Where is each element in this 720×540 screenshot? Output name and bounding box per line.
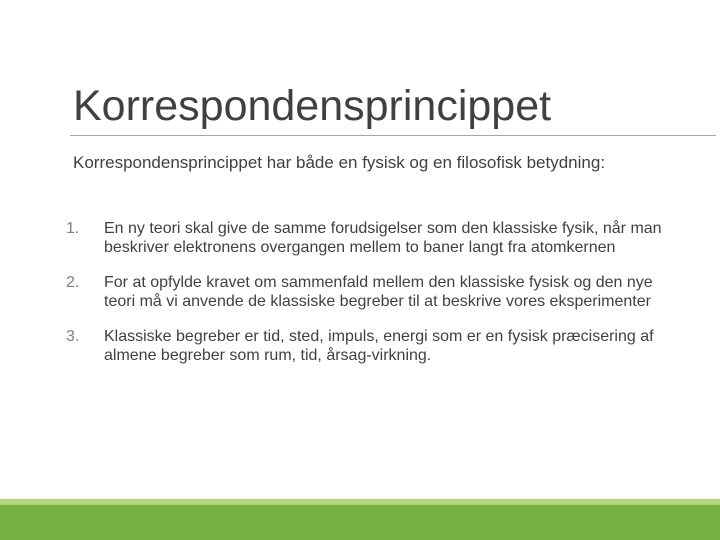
list-item [66,219,666,257]
numbered-list [66,219,666,381]
list-item [66,273,666,311]
list-item-number: 2. [66,274,80,291]
intro-text: Korrespondensprincippet har både en fysisk og en filosofisk betydning: [73,153,606,172]
list-item-text: For at opfylde kravet om sammenfald mellem den klassiske fysisk og den nye teori må vi anvende de klassiske begreber til at beskrive vores eksperimenter [104,274,653,310]
footer-accent-band [0,505,720,540]
list-item-number: 1. [66,220,80,237]
list-item [66,327,666,365]
title-divider [70,135,716,136]
list-item-text: Klassiske begreber er tid, sted, impuls, energi som er en fysisk præcisering af almene begreber som rum, tid, årsag-virkning. [104,328,654,364]
slide-title: Korrespondensprincippet [73,82,552,130]
list-item-number: 3. [66,328,80,345]
list-item-text: En ny teori skal give de samme forudsigelser som den klassiske fysik, når man beskriver elektronens overgangen mellem to baner langt fra atomkernen [104,220,662,256]
